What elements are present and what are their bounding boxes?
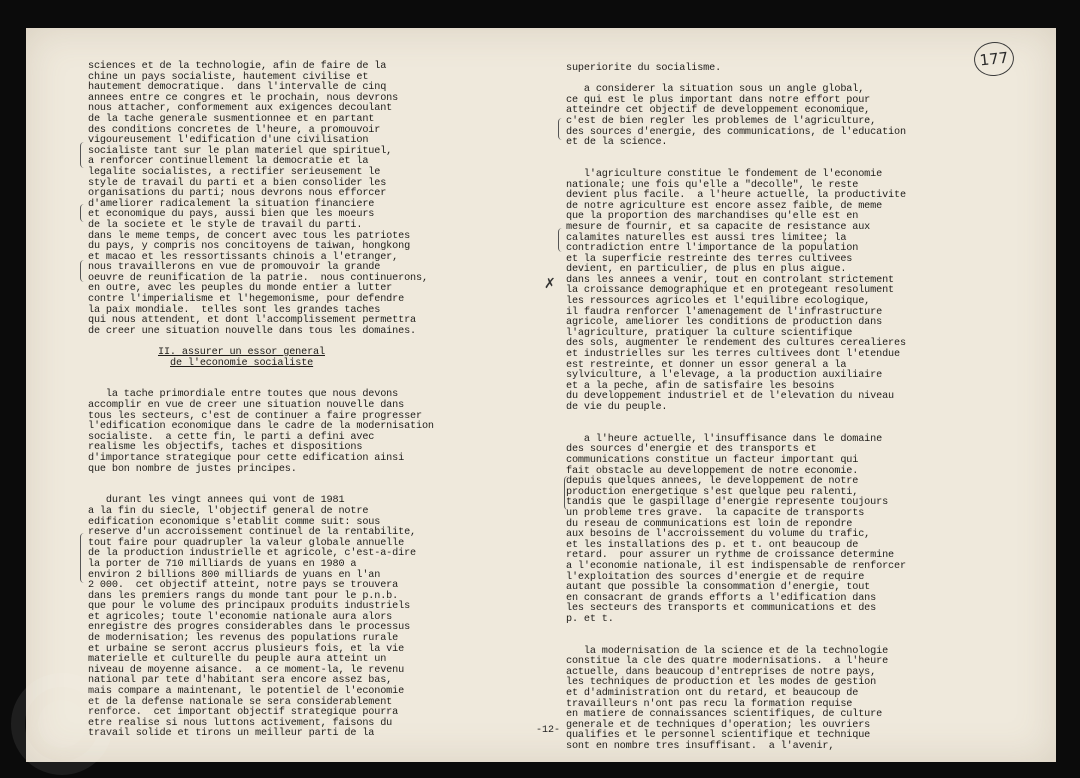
text-line: qui nous attendent, et dont l'accomplissement permettra	[88, 315, 416, 327]
text-line: etre realise si nous luttons activement, faisons du	[88, 717, 393, 729]
text-line: socialiste tant sur le plan materiel que spirituel,	[88, 145, 393, 157]
margin-bracket	[558, 228, 563, 252]
text-line: que la proportion des marchandises qu'elle est en	[566, 211, 859, 223]
text-line: contre l'imperialisme et l'hegemonisme, pour defendre	[88, 294, 405, 306]
text-line: travailleurs n'ont pas recu la formation requise	[566, 698, 853, 710]
text-line: l'edification economique dans le cadre de la modernisation	[88, 421, 434, 433]
text-line: des conditions concretes de l'heure, a promouvoir	[88, 124, 381, 136]
text-line: aux besoins de l'accroissement du volume du trafic,	[566, 529, 871, 541]
text-line: realisme les objectifs, taches et dispositions	[88, 442, 363, 454]
text-line: socialiste. a cette fin, le parti a defini avec	[88, 431, 375, 443]
text-line: les techniques de production et les modes de gestion	[566, 677, 877, 689]
text-line	[88, 369, 518, 380]
text-line: et a la peche, afin de satisfaire les besoins	[566, 380, 835, 392]
text-line: la modernisation de la science et de la technologie	[566, 645, 889, 657]
text-line: des sols, augmenter le rendement des cultures cerealieres	[566, 338, 906, 350]
text-line: a considerer la situation sous un angle global,	[566, 84, 865, 96]
text-line: l'exploitation des sources d'energie et de require	[566, 571, 865, 583]
text-line: contradiction entre l'importance de la population	[566, 243, 859, 255]
page-stamp: 177	[972, 40, 1015, 78]
text-line: en matiere de connaissances scientifiques, de culture	[566, 709, 883, 721]
text-line: durant les vingt annees qui vont de 1981	[88, 495, 345, 507]
text-line: sciences et de la technologie, afin de faire de la	[88, 61, 387, 72]
margin-bracket	[558, 118, 563, 140]
text-line: nous travaillerons en vue de promouvoir la grande	[88, 262, 381, 274]
text-line: nous attacher, conformement aux exigences decoulant	[88, 103, 393, 115]
text-line: sylviculture, a l'elevage, a la production auxiliaire	[566, 370, 883, 382]
text-line: oeuvre de reunification de la patrie. nous continuerons,	[88, 272, 428, 284]
margin-cross-mark: ✗	[544, 276, 556, 292]
text-line: dans les annees a venir, tout en controlant strictement	[566, 274, 894, 286]
text-line: un probleme tres grave. la capacite de transports	[566, 507, 865, 519]
text-line: de vie du peuple.	[566, 402, 668, 413]
text-line: de notre agriculture est encore assez faible, de meme	[566, 200, 883, 212]
text-line	[88, 475, 518, 486]
text-line: constitue la cle des quatre modernisations. a l'heure	[566, 656, 889, 668]
text-line: que bon nombre de justes principes.	[88, 463, 297, 475]
text-line: edification economique s'etablit comme suit: sous	[88, 516, 381, 528]
text-line: a renforcer continuellement la democratie et la	[88, 156, 369, 168]
text-line: atteindre cet objectif de developpement economique,	[566, 105, 871, 117]
text-line: de la production industrielle et agricole, c'est-a-dire	[88, 548, 416, 560]
text-line: d'importance strategique pour cette edification ainsi	[88, 452, 405, 464]
text-line: c'est de bien regler les problemes de l'agriculture,	[566, 115, 877, 127]
document-page	[26, 28, 1056, 762]
text-line: a l'economie nationale, il est indispensable de renforcer	[566, 560, 906, 572]
text-line: hautement democratique. dans l'intervalle de cinq	[88, 82, 387, 94]
text-line: national par tete d'habitant sera encore assez bas,	[88, 675, 393, 687]
text-line: p. et t.	[566, 613, 614, 625]
text-line: production energetique s'est quelque peu ralenti,	[566, 486, 859, 498]
text-line: agricole, ameliorer les conditions de production dans	[566, 317, 883, 329]
text-line: a l'heure actuelle, l'insuffisance dans le domaine	[566, 433, 883, 445]
text-line: fait obstacle au developpement de notre economie.	[566, 465, 859, 477]
text-line: des sources d'energie et des transports et	[566, 444, 817, 456]
text-line: niveau de moyenne aisance. a ce moment-la, le revenu	[88, 664, 405, 676]
text-line: generale et de techniques d'operation; les ouvriers	[566, 719, 871, 731]
text-line: tous les secteurs, c'est de continuer a faire progresser	[88, 410, 422, 422]
section-heading: de l'economie socialiste	[170, 357, 314, 369]
text-line: dans le meme temps, de concert avec tous les patriotes	[88, 230, 411, 242]
text-line: de la societe et le style de travail du parti.	[88, 219, 363, 231]
text-line: materielle et culturelle du peuple aura atteint un	[88, 654, 387, 666]
text-line: travail solide et tirons un meilleur parti de la	[88, 728, 375, 740]
text-line: tout faire pour quadrupler la valeur globale annuelle	[88, 537, 405, 549]
text-line: et de la science.	[566, 137, 668, 149]
text-line: communications constitue un facteur important qui	[566, 454, 859, 466]
text-line: et agricoles; toute l'economie nationale aura alors	[88, 611, 393, 623]
text-line: et la superficie restreinte des terres cultivees	[566, 253, 853, 265]
text-line: la tache primordiale entre toutes que nous devons	[88, 389, 399, 401]
section-heading: II. assurer un essor general	[158, 347, 325, 359]
text-line: reserve d'un accroissement continuel de la rentabilite,	[88, 527, 416, 539]
text-line: environ 2 billions 800 milliards de yuans en l'an	[88, 569, 381, 581]
text-line: renforce. cet important objectif strategique pourra	[88, 707, 399, 719]
text-line: et industrielles sur les terres cultivees dont l'etendue	[566, 349, 900, 361]
text-line	[566, 625, 1006, 636]
text-line: retard. pour assurer un rythme de croissance determine	[566, 550, 894, 562]
text-line: l'agriculture constitue le fondement de l'economie	[566, 168, 883, 180]
text-line: et economique du pays, aussi bien que les moeurs	[88, 209, 375, 221]
text-line: la paix mondiale. telles sont les grandes taches	[88, 304, 381, 316]
text-line: de creer une situation nouvelle dans tous les domaines.	[88, 325, 416, 337]
margin-bracket	[80, 260, 85, 282]
text-line: la croissance demographique et en protegeant resolument	[566, 285, 894, 297]
text-line: l'agriculture, pratiquer la culture scientifique	[566, 327, 853, 339]
text-line: depuis quelques annees, le developpement de notre	[566, 476, 859, 488]
text-line: style de travail du parti et a bien consolider les	[88, 177, 387, 189]
text-line: de la tache generale susmentionnee et en partant	[88, 113, 375, 125]
text-line	[566, 414, 1006, 425]
text-line: mesure de fournir, et sa capacite de resistance aux	[566, 221, 871, 233]
text-line: dans les premiers rangs du monde tant pour le p.n.b.	[88, 590, 399, 602]
text-line: devient, en particulier, de plus en plus aigue.	[566, 264, 847, 276]
text-line: en consacrant de grands efforts a l'edification dans	[566, 592, 877, 604]
text-line: sont en nombre tres insuffisant. a l'avenir,	[566, 741, 835, 752]
margin-bracket	[80, 204, 85, 222]
text-line	[566, 149, 1006, 160]
text-line: du reseau de communications est loin de repondre	[566, 518, 853, 530]
text-line: et de la defense nationale se sera considerablement	[88, 696, 393, 708]
text-line: calamites naturelles est aussi tres limitee; la	[566, 232, 847, 244]
text-line: les secteurs des transports et communications et des	[566, 603, 877, 615]
text-line: et urbaine se seront accrus plusieurs fois, et la vie	[88, 643, 405, 655]
text-line: annees entre ce congres et le prochain, nous devrons	[88, 92, 399, 104]
margin-bracket	[80, 142, 85, 168]
text-line: accomplir en vue de creer une situation nouvelle dans	[88, 400, 405, 411]
text-line: du pays, y compris nos concitoyens de taiwan, hongkong	[88, 241, 411, 253]
text-line: les ressources agricoles et l'equilibre ecologique,	[566, 296, 871, 308]
text-line: en outre, avec les peuples du monde entier a lutter	[88, 283, 393, 295]
text-line: qualifies et le personnel scientifique et technique	[566, 730, 871, 742]
text-line: superiorite du socialisme.	[566, 63, 722, 74]
right-column	[566, 64, 1006, 753]
text-line: que pour le volume des principaux produits industriels	[88, 601, 411, 613]
text-line: autant que possible la consommation d'energie, tout	[566, 582, 871, 594]
text-line: et d'administration ont du retard, et beaucoup de	[566, 688, 859, 700]
text-line: la porter de 710 milliards de yuans en 1980 a	[88, 558, 357, 570]
text-line: du developpement industriel et de l'elevation du niveau	[566, 391, 894, 403]
text-line: est restreinte, et donner un essor general a la	[566, 359, 847, 371]
text-line: il faudra renforcer l'amenagement de l'infrastructure	[566, 306, 883, 318]
text-line: d'ameliorer radicalement la situation financiere	[88, 198, 375, 210]
text-line: enregistre des progres considerables dans le processus	[88, 622, 411, 634]
text-line: legalite socialistes, a rectifier serieusement le	[88, 166, 381, 178]
text-line: a la fin du siecle, l'objectif general de notre	[88, 505, 369, 517]
text-line: ce qui est le plus important dans notre effort pour	[566, 94, 871, 106]
text-line: et macao et les ressortissants chinois a l'etranger,	[88, 251, 399, 263]
margin-bracket	[564, 476, 569, 510]
text-line: nationale; une fois qu'elle a "decolle", le reste	[566, 179, 859, 191]
text-line: mais compare a maintenant, le potentiel de l'economie	[88, 686, 405, 698]
text-line: actuelle, dans beaucoup d'entreprises de notre pays,	[566, 666, 877, 678]
text-line: de modernisation; les revenus des populations rurale	[88, 633, 399, 645]
page-number: -12-	[536, 725, 561, 736]
text-line: tandis que le gaspillage d'energie represente toujours	[566, 497, 889, 509]
text-line: devient plus facile. a l'heure actuelle, la productivite	[566, 190, 906, 202]
text-line: des sources d'energie, des communications, de l'education	[566, 126, 906, 138]
text-line: 2 000. cet objectif atteint, notre pays se trouvera	[88, 580, 399, 592]
text-line: chine un pays socialiste, hautement civilise et	[88, 71, 369, 83]
text-line: et les installations des p. et t. ont beaucoup de	[566, 539, 859, 551]
text-line: organisations du parti; nous devrons nous efforcer	[88, 188, 387, 200]
left-column	[88, 62, 518, 740]
text-line: vigoureusement l'edification d'une civilisation	[88, 135, 369, 147]
margin-bracket	[80, 533, 85, 583]
